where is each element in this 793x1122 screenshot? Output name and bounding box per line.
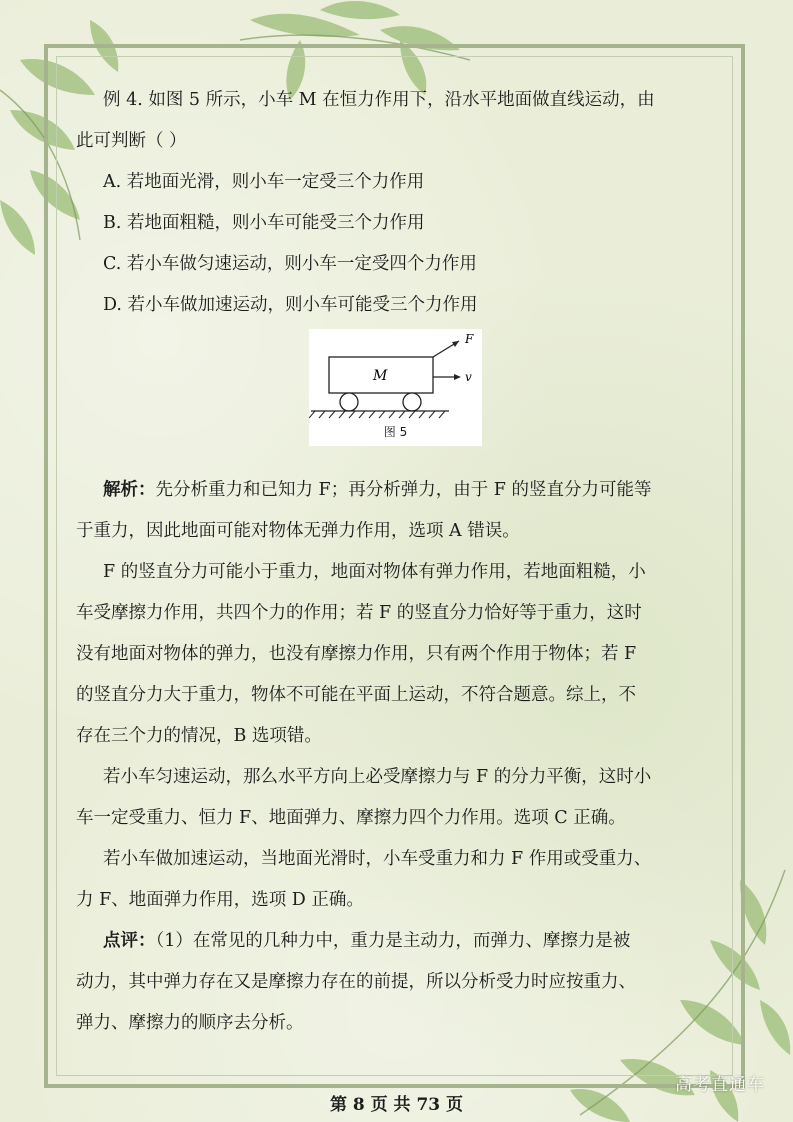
document-body [76, 80, 716, 1044]
comment-title: 点评： [103, 931, 156, 951]
figure-caption: 图 5 [383, 425, 408, 439]
page-footer: 第 8 页 共 73 页 [329, 1095, 464, 1115]
question-stem-line-1: 例 4. 如图 5 所示，小车 M 在恒力作用下，沿水平地面做直线运动，由 [103, 90, 655, 110]
label-v: v [465, 370, 472, 384]
cart-wheel-right [403, 393, 421, 411]
comment-line-1 [76, 921, 716, 962]
analysis-p4-line: 若小车做加速运动，当地面光滑时，小车受重力和力 F 作用或受重力、 [103, 849, 652, 869]
analysis-p4-line: 力 F、地面弹力作用，选项 D 正确。 [76, 890, 364, 910]
option-b: B. 若地面粗糙，则小车可能受三个力作用 [103, 213, 425, 233]
watermark: 高考直通车 [675, 1075, 765, 1095]
analysis-line-2: 于重力，因此地面可能对物体无弹力作用，选项 A 错误。 [76, 521, 520, 541]
cart-wheel-left [340, 393, 358, 411]
analysis-p2-line: 没有地面对物体的弹力，也没有摩擦力作用，只有两个作用于物体；若 F [76, 644, 637, 664]
question-stem-line-2: 此可判断（ ） [76, 131, 187, 151]
comment-line-3: 弹力、摩擦力的顺序去分析。 [76, 1013, 304, 1033]
analysis-line-1 [76, 470, 716, 511]
velocity-arrowhead-icon [454, 374, 461, 380]
label-f: F [465, 332, 474, 346]
option-a: A. 若地面光滑，则小车一定受三个力作用 [103, 172, 425, 192]
analysis-p3-line: 车一定受重力、恒力 F、地面弹力、摩擦力四个力作用。选项 C 正确。 [76, 808, 626, 828]
analysis-p2-line: 车受摩擦力作用，共四个力的作用；若 F 的竖直分力恰好等于重力，这时 [76, 603, 642, 623]
option-c: C. 若小车做匀速运动，则小车一定受四个力作用 [103, 254, 477, 274]
comment-text: （1）在常见的几种力中，重力是主动力，而弹力、摩擦力是被 [155, 931, 631, 951]
label-m: M [373, 368, 388, 384]
analysis-p2-line: F 的竖直分力可能小于重力，地面对物体有弹力作用，若地面粗糙，小 [103, 562, 646, 582]
figure-5 [309, 329, 482, 446]
analysis-p3-line: 若小车匀速运动，那么水平方向上必受摩擦力与 F 的分力平衡，这时小 [103, 767, 652, 787]
ground-hatch [309, 411, 445, 418]
analysis-text: 先分析重力和已知力 F；再分析弹力，由于 F 的竖直分力可能等 [155, 480, 652, 500]
cart-diagram [309, 329, 482, 424]
analysis-title: 解析： [103, 480, 156, 500]
analysis-p2-line: 的竖直分力大于重力，物体不可能在平面上运动，不符合题意。综上，不 [76, 685, 636, 705]
comment-line-2: 动力，其中弹力存在又是摩擦力存在的前提，所以分析受力时应按重力、 [76, 972, 636, 992]
analysis-p2-line: 存在三个力的情况，B 选项错。 [76, 726, 322, 746]
option-d: D. 若小车做加速运动，则小车可能受三个力作用 [103, 295, 478, 315]
